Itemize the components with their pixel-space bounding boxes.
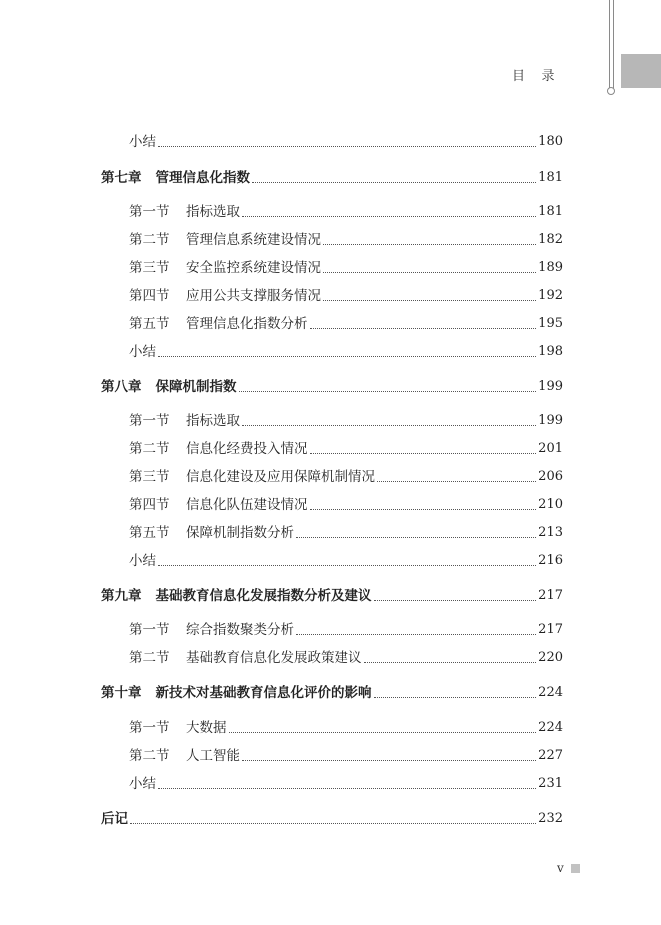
toc-section-entry[interactable] [129,621,563,639]
toc-entry-number: 第三节 [129,469,170,485]
toc-page-number: 210 [538,497,563,512]
toc-leader-dots [242,760,536,761]
toc-entry-title: 小结 [129,553,156,569]
toc-section-entry[interactable] [129,747,563,765]
toc-leader-dots [296,537,536,538]
toc-page-number: 231 [538,776,563,791]
toc-entry-number: 第五节 [129,525,170,541]
toc-chapter-entry[interactable] [101,684,563,702]
toc-leader-dots [310,328,537,329]
toc-entry-title: 指标选取 [186,413,240,429]
toc-leader-dots [158,565,536,566]
toc-leader-dots [310,509,537,510]
page-number-marker [571,864,580,873]
toc-entry-title: 应用公共支撑服务情况 [186,288,321,304]
toc-leader-dots [323,244,536,245]
toc-page-number: 224 [538,685,563,700]
toc-leader-dots [252,182,536,183]
page-number: v [557,861,564,875]
toc-entry-number: 第九章 [101,588,142,604]
toc-page-number: 180 [538,134,563,149]
toc-entry-title: 信息化经费投入情况 [186,441,308,457]
toc-page-number: 232 [538,811,563,826]
toc-page-number: 206 [538,469,563,484]
toc-leader-dots [374,697,537,698]
toc-entry-title: 小结 [129,134,156,150]
toc-entry-title: 小结 [129,776,156,792]
toc-entry[interactable] [129,552,563,570]
toc-entry-title: 综合指数聚类分析 [186,622,294,638]
toc-entry-title: 后记 [101,811,128,827]
toc-entry-number: 第二节 [129,650,170,666]
toc-leader-dots [242,216,536,217]
toc-entry-number: 第十章 [101,685,142,701]
toc-entry-number: 第二节 [129,441,170,457]
toc-section-entry[interactable] [129,287,563,305]
toc-leader-dots [310,453,537,454]
toc-entry-number: 第一节 [129,413,170,429]
toc-entry[interactable] [129,133,563,151]
toc-leader-dots [377,481,536,482]
toc-page-number: 217 [538,588,563,603]
toc-entry-number: 第七章 [101,170,142,186]
toc-chapter-entry[interactable] [101,378,563,396]
toc-leader-dots [296,634,536,635]
toc-section-entry[interactable] [129,468,563,486]
toc-section-entry[interactable] [129,412,563,430]
toc-entry-number: 第四节 [129,288,170,304]
toc-section-entry[interactable] [129,496,563,514]
toc-section-entry[interactable] [129,440,563,458]
toc-entry-title: 大数据 [186,720,227,736]
toc-entry-title: 安全监控系统建设情况 [186,260,321,276]
toc-leader-dots [239,391,537,392]
toc-page-number: 181 [538,170,563,185]
toc-leader-dots [374,600,537,601]
toc-page-number: 198 [538,344,563,359]
toc-leader-dots [158,146,536,147]
toc-page-number: 181 [538,204,563,219]
toc-leader-dots [323,300,536,301]
toc-page-number: 217 [538,622,563,637]
toc-entry-number: 第八章 [101,379,142,395]
toc-leader-dots [364,662,537,663]
toc-section-entry[interactable] [129,315,563,333]
margin-line-ornament [607,87,615,95]
toc-entry-number: 第三节 [129,260,170,276]
toc-leader-dots [323,272,536,273]
toc-leader-dots [158,356,536,357]
toc-entry-number: 第一节 [129,204,170,220]
toc-entry[interactable] [129,343,563,361]
toc-entry-number: 第四节 [129,497,170,513]
toc-entry[interactable] [129,775,563,793]
toc-section-entry[interactable] [129,259,563,277]
toc-page-number: 182 [538,232,563,247]
toc-page-number: 213 [538,525,563,540]
toc-section-entry[interactable] [129,231,563,249]
toc-section-entry[interactable] [129,524,563,542]
toc-page-number: 192 [538,288,563,303]
toc-entry-title: 新技术对基础教育信息化评价的影响 [155,685,372,701]
toc-entry-title: 信息化队伍建设情况 [186,497,308,513]
toc-entry-title: 信息化建设及应用保障机制情况 [186,469,375,485]
toc-entry-title: 保障机制指数分析 [186,525,294,541]
toc-entry-title: 指标选取 [186,204,240,220]
toc-entry-number: 第一节 [129,622,170,638]
toc-page-number: 216 [538,553,563,568]
toc-page-number: 220 [538,650,563,665]
toc-page-number: 201 [538,441,563,456]
toc-leader-dots [242,425,536,426]
toc-page-number: 195 [538,316,563,331]
toc-page-number: 189 [538,260,563,275]
toc-entry-title: 管理信息化指数 [155,170,250,186]
toc-page-number: 227 [538,748,563,763]
toc-entry-title: 人工智能 [186,748,240,764]
toc-entry-number: 第一节 [129,720,170,736]
toc-section-entry[interactable] [129,649,563,667]
toc-chapter-entry[interactable] [101,587,563,605]
toc-entry-number: 第五节 [129,316,170,332]
toc-chapter-entry[interactable] [101,169,563,187]
toc-entry-number: 第二节 [129,748,170,764]
toc-leader-dots [130,823,536,824]
running-header-title: 目 录 [512,69,555,84]
toc-entry-number: 第二节 [129,232,170,248]
toc-leader-dots [158,788,536,789]
toc-leader-dots [229,732,537,733]
toc-section-entry[interactable] [129,203,563,221]
toc-page-number: 199 [538,413,563,428]
toc-page-number: 224 [538,720,563,735]
toc-entry[interactable] [101,810,563,828]
toc-section-entry[interactable] [129,719,563,737]
chapter-tab [621,54,661,88]
margin-line-inner [613,0,614,88]
toc-page-number: 199 [538,379,563,394]
toc-entry-title: 小结 [129,344,156,360]
toc-entry-title: 管理信息化指数分析 [186,316,308,332]
toc-entry-title: 基础教育信息化发展指数分析及建议 [155,588,372,604]
toc-entry-title: 管理信息系统建设情况 [186,232,321,248]
toc-entry-title: 保障机制指数 [155,379,237,395]
margin-line-outer [609,0,610,88]
toc-entry-title: 基础教育信息化发展政策建议 [186,650,362,666]
